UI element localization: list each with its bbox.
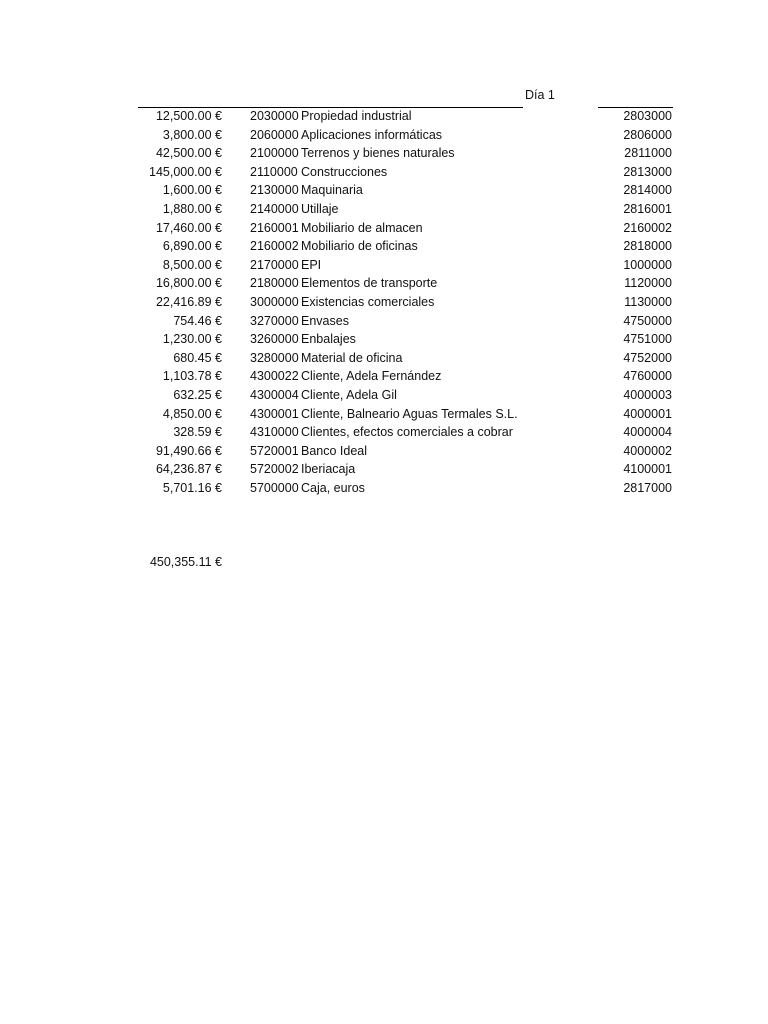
reference-code-cell: 4000001: [623, 406, 672, 421]
description-cell: Iberiacaja: [301, 462, 356, 477]
amount-cell: 17,460.00 €: [155, 220, 222, 235]
amount-cell: 4,850.00 €: [162, 406, 222, 421]
account-code-cell: 2130000: [250, 183, 299, 198]
amount-cell: 22,416.89 €: [155, 294, 222, 309]
description-cell: Cliente, Adela Gil: [301, 387, 397, 402]
reference-code-cell: 2818000: [623, 239, 672, 254]
table-row: [0, 349, 768, 368]
reference-code-cell: 4760000: [623, 369, 672, 384]
reference-code-cell: 1130000: [624, 294, 672, 309]
table-row: [0, 181, 768, 200]
ledger-table: [0, 107, 768, 497]
reference-code-cell: 4751000: [623, 332, 672, 347]
day-header: Día 1: [525, 88, 555, 102]
amount-cell: 1,230.00 €: [162, 332, 222, 347]
description-cell: Maquinaria: [301, 183, 363, 198]
reference-code-cell: 4750000: [623, 313, 672, 328]
table-row: [0, 144, 768, 163]
description-cell: Construcciones: [301, 164, 388, 179]
description-cell: Terrenos y bienes naturales: [301, 146, 455, 161]
table-row: [0, 442, 768, 461]
amount-cell: 6,890.00 €: [162, 239, 222, 254]
description-cell: Caja, euros: [301, 480, 365, 495]
account-code-cell: 2140000: [250, 201, 299, 216]
amount-cell: 3,800.00 €: [162, 127, 222, 142]
account-code-cell: 2170000: [250, 257, 299, 272]
description-cell: Existencias comerciales: [301, 294, 435, 309]
reference-code-cell: 1000000: [623, 257, 672, 272]
amount-cell: 8,500.00 €: [162, 257, 222, 272]
account-code-cell: 4310000: [250, 425, 299, 440]
description-cell: Elementos de transporte: [301, 276, 438, 291]
table-row: [0, 386, 768, 405]
total-amount: 450,355.11 €: [149, 555, 222, 569]
account-code-cell: 3260000: [250, 332, 299, 347]
reference-code-cell: 2816001: [623, 201, 672, 216]
account-code-cell: 4300004: [250, 387, 299, 402]
account-code-cell: 5700000: [250, 480, 299, 495]
description-cell: Banco Ideal: [301, 443, 368, 458]
description-cell: Utillaje: [301, 201, 339, 216]
amount-cell: 64,236.87 €: [155, 462, 222, 477]
account-code-cell: 2030000: [250, 109, 299, 123]
account-code-cell: 2110000: [250, 164, 298, 179]
reference-code-cell: 2817000: [623, 480, 672, 495]
reference-code-cell: 2811000: [624, 146, 672, 161]
reference-code-cell: 4100001: [623, 462, 672, 477]
account-code-cell: 2160001: [250, 220, 299, 235]
description-cell: Aplicaciones informáticas: [301, 127, 443, 142]
account-code-cell: 5720001: [250, 443, 299, 458]
amount-cell: 16,800.00 €: [155, 276, 222, 291]
table-row: [0, 200, 768, 219]
table-row: [0, 423, 768, 442]
amount-cell: 1,880.00 €: [162, 201, 222, 216]
amount-cell: 680.45 €: [173, 350, 222, 365]
table-row: [0, 256, 768, 275]
amount-cell: 5,701.16 €: [162, 480, 222, 495]
description-cell: Material de oficina: [301, 350, 403, 365]
table-row: [0, 163, 768, 182]
account-code-cell: 2060000: [250, 127, 299, 142]
amount-cell: 12,500.00 €: [155, 109, 222, 123]
reference-code-cell: 2814000: [623, 183, 672, 198]
amount-cell: 754.46 €: [173, 313, 222, 328]
amount-cell: 1,103.78 €: [162, 369, 222, 384]
reference-code-cell: 2160002: [623, 220, 672, 235]
reference-code-cell: 2813000: [623, 164, 672, 179]
table-row: [0, 126, 768, 145]
table-row: [0, 312, 768, 331]
reference-code-cell: 4000002: [623, 443, 672, 458]
amount-cell: 328.59 €: [173, 425, 222, 440]
table-row: [0, 367, 768, 386]
reference-code-cell: 1120000: [624, 276, 672, 291]
account-code-cell: 3280000: [250, 350, 299, 365]
reference-code-cell: 2803000: [623, 109, 672, 123]
account-code-cell: 2100000: [250, 146, 299, 161]
amount-cell: 1,600.00 €: [162, 183, 222, 198]
description-cell: EPI: [301, 257, 322, 272]
description-cell: Mobiliario de oficinas: [301, 239, 418, 254]
description-cell: Envases: [301, 313, 349, 328]
description-cell: Cliente, Balneario Aguas Termales S.L.: [301, 406, 518, 421]
reference-code-cell: 2806000: [623, 127, 672, 142]
description-cell: Enbalajes: [301, 332, 356, 347]
amount-cell: 632.25 €: [173, 387, 222, 402]
table-row: [0, 479, 768, 498]
description-cell: Propiedad industrial: [301, 109, 412, 123]
table-row: [0, 330, 768, 349]
table-row: [0, 293, 768, 312]
amount-cell: 91,490.66 €: [155, 443, 222, 458]
reference-code-cell: 4752000: [623, 350, 672, 365]
amount-cell: 42,500.00 €: [155, 146, 222, 161]
table-row: [0, 405, 768, 424]
table-row: [0, 460, 768, 479]
reference-code-cell: 4000004: [623, 425, 672, 440]
account-code-cell: 4300022: [250, 369, 299, 384]
account-code-cell: 3000000: [250, 294, 299, 309]
account-code-cell: 2160002: [250, 239, 299, 254]
account-code-cell: 5720002: [250, 462, 299, 477]
description-cell: Mobiliario de almacen: [301, 220, 423, 235]
table-row: [0, 107, 768, 126]
description-cell: Clientes, efectos comerciales a cobrar: [301, 425, 513, 440]
account-code-cell: 3270000: [250, 313, 299, 328]
description-cell: Cliente, Adela Fernández: [301, 369, 442, 384]
account-code-cell: 2180000: [250, 276, 299, 291]
table-row: [0, 274, 768, 293]
amount-cell: 145,000.00 €: [149, 164, 222, 179]
account-code-cell: 4300001: [250, 406, 299, 421]
table-row: [0, 237, 768, 256]
reference-code-cell: 4000003: [623, 387, 672, 402]
table-row: [0, 219, 768, 238]
